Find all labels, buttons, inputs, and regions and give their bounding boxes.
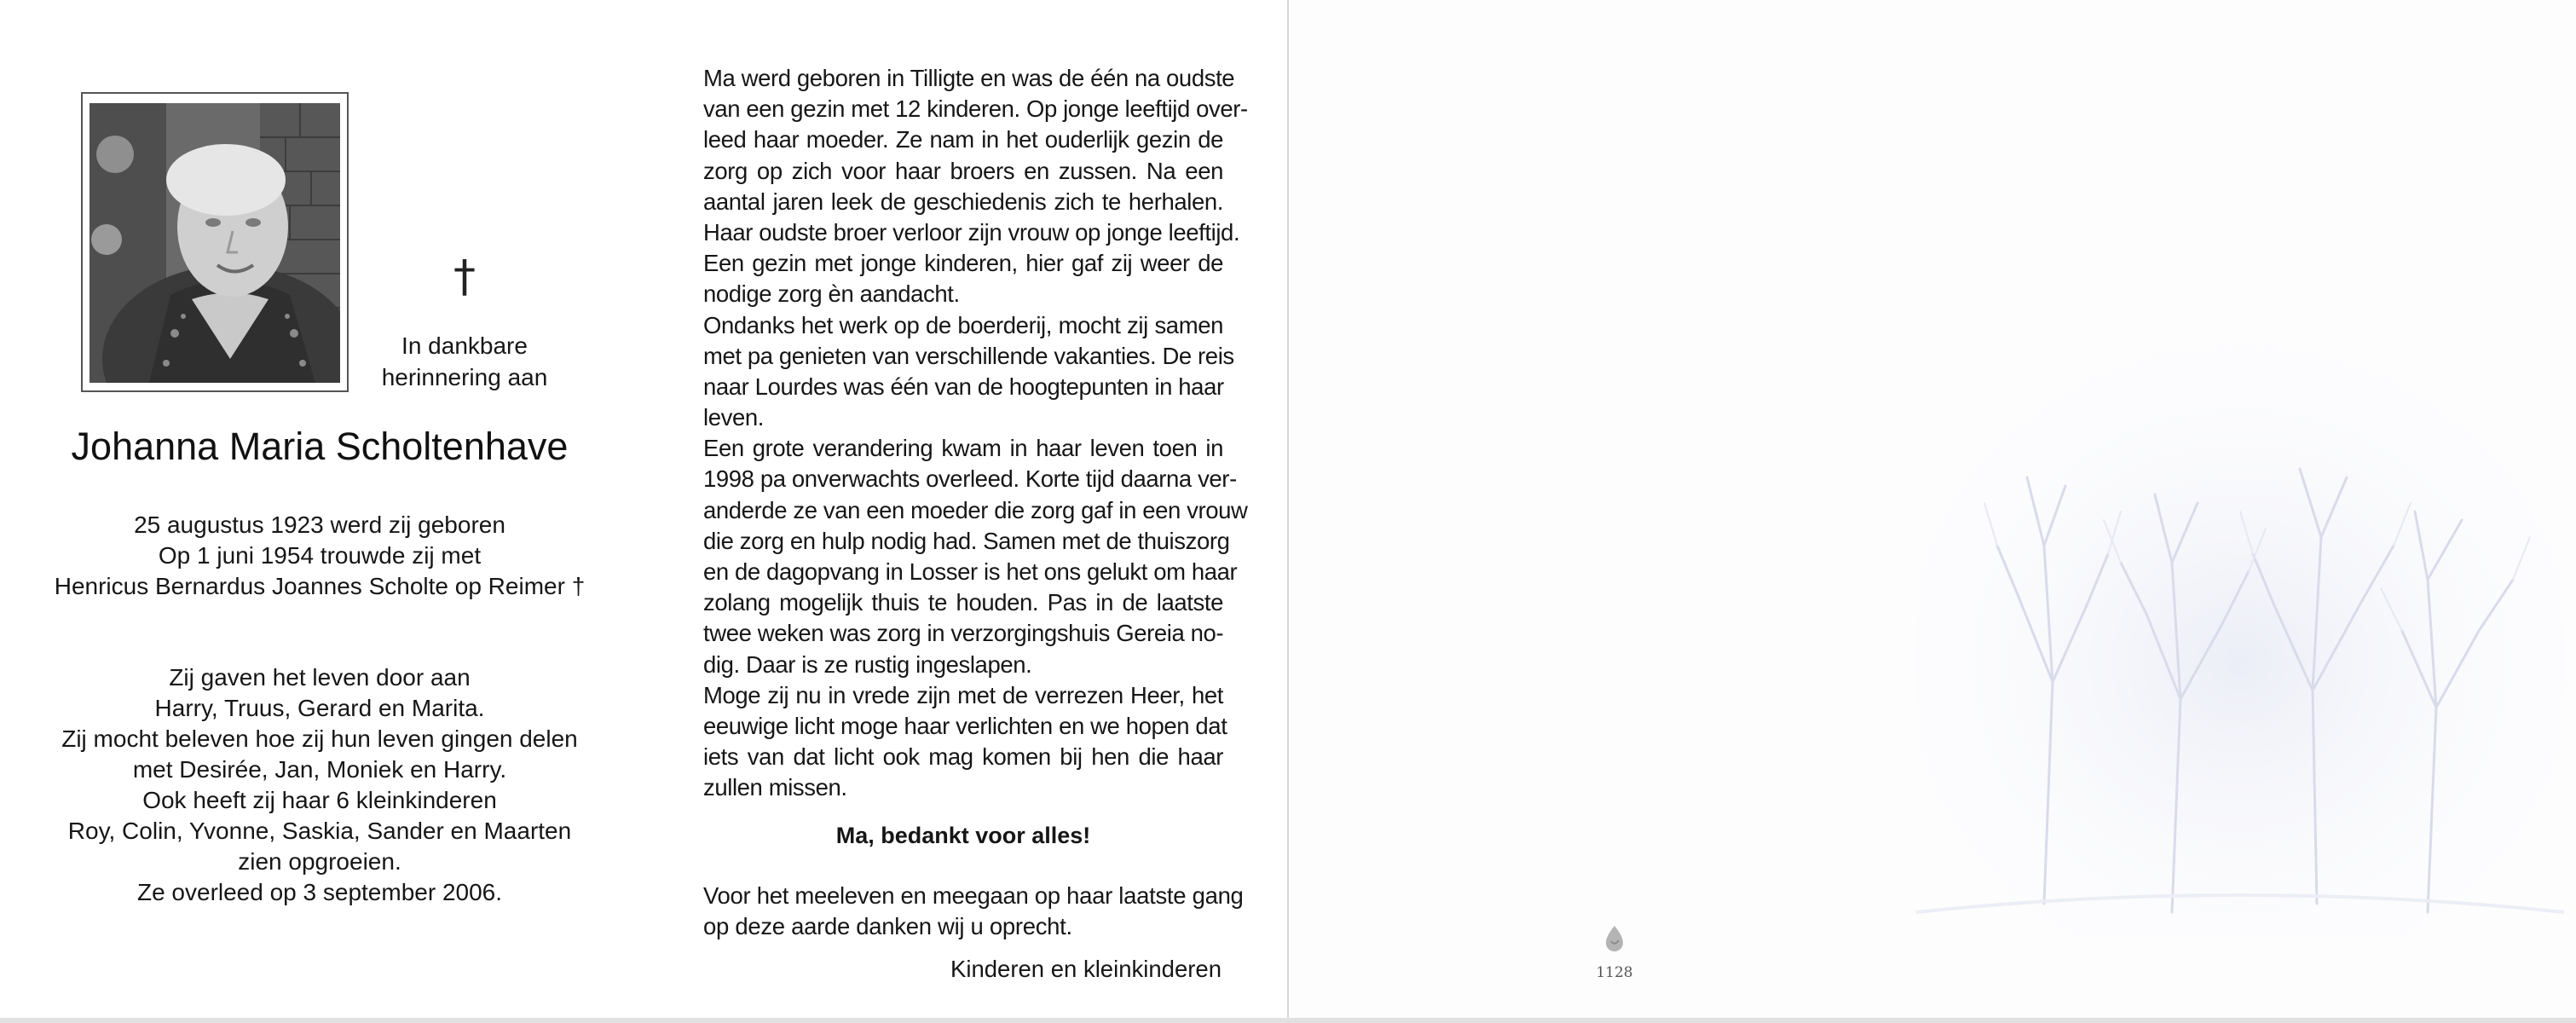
story-line: zorg op zich voor haar broers en zussen. Na een — [703, 157, 1223, 184]
family-text — [34, 662, 605, 908]
right-page — [1289, 0, 2576, 1018]
story-line: 1998 pa onverwachts overleed. Korte tijd daarna ver- — [703, 465, 1237, 493]
winter-trees-icon — [1916, 324, 2564, 938]
portrait-photo — [90, 103, 340, 383]
life-dates-line: Op 1 juni 1954 trouwde zij met — [158, 542, 482, 569]
life-dates-line: 25 augustus 1923 werd zij geboren — [134, 512, 505, 538]
family-line: Ze overleed op 3 september 2006. — [136, 879, 503, 905]
story-line: zolang mogelijk thuis te houden. Pas in de laatste — [703, 589, 1223, 616]
dedication — [375, 330, 554, 393]
life-story — [703, 63, 1248, 804]
story-line: Ma werd geboren in Tilligte en was de één na oudste — [703, 65, 1235, 91]
family-line: Zij gaven het leven door aan — [169, 664, 471, 691]
story-line: Ondanks het werk op de boerderij, mocht zij samen — [703, 311, 1223, 338]
story-line: die zorg en hulp nodig had. Samen met de thuiszorg — [703, 527, 1230, 554]
page-bottom-edge — [0, 1018, 2576, 1023]
family-line: Zij mocht beleven hoe zij hun leven gingen delen — [61, 725, 578, 752]
story-line: twee weken was zorg in verzorgingshuis Gereia no- — [703, 620, 1224, 647]
story-line: Een grote verandering kwam in haar leven toen in — [703, 435, 1223, 462]
dedication-line: In dankbare — [401, 332, 528, 359]
story-line: leed haar moeder. Ze nam in het ouderlijk gezin de — [703, 126, 1223, 153]
story-line: anderde ze van een moeder die zorg gaf in een vrouw — [703, 496, 1248, 523]
story-line: nodige zorg èn aandacht. — [703, 280, 960, 308]
closing-text — [703, 881, 1244, 942]
left-page — [0, 0, 1287, 1018]
story-line: Haar oudste broer verloor zijn vrouw op jonge leeftijd. — [703, 218, 1240, 246]
closing-line: Voor het meeleven en meegaan op haar laatste gang — [703, 882, 1244, 909]
story-line: dig. Daar is ze rustig ingeslapen. — [703, 650, 1032, 678]
family-line: Ook heeft zij haar 6 kleinkinderen — [142, 787, 497, 813]
signoff: Kinderen en kleinkinderen — [950, 956, 1222, 982]
life-dates — [34, 510, 605, 602]
story-line: met pa genieten van verschillende vakanties. De reis — [703, 342, 1234, 369]
family-line: zien opgroeien. — [238, 848, 401, 875]
deceased-name: Johanna Maria Scholtenhave — [71, 425, 569, 468]
cross-symbol: † — [453, 251, 476, 303]
life-dates-line: Henricus Bernardus Joannes Scholte op Reimer † — [54, 573, 586, 599]
story-line: Moge zij nu in vrede zijn met de verrezen Heer, het — [703, 681, 1223, 708]
story-line: van een gezin met 12 kinderen. Op jonge leeftijd over- — [703, 95, 1248, 123]
story-line: leven. — [703, 404, 764, 431]
family-line: met Desirée, Jan, Moniek en Harry. — [132, 756, 507, 783]
story-line: Een gezin met jonge kinderen, hier gaf zij weer de — [703, 250, 1223, 277]
family-line: Harry, Truus, Gerard en Marita. — [154, 695, 485, 721]
story-line: naar Lourdes was één van de hoogtepunten in haar — [703, 373, 1224, 400]
portrait-photo-frame — [81, 92, 349, 392]
page-number: 1128 — [1596, 964, 1633, 981]
story-line: aantal jaren leek de geschiedenis zich te herhalen. — [703, 188, 1223, 215]
dedication-line: herinnering aan — [381, 364, 548, 390]
story-line: zullen missen. — [703, 774, 847, 801]
story-line: iets van dat licht ook mag komen bij hen die haar — [703, 743, 1223, 771]
thanks-heading: Ma, bedankt voor alles! — [835, 823, 1091, 848]
family-line: Roy, Colin, Yvonne, Saskia, Sander en Maarten — [67, 818, 572, 844]
story-line: eeuwige licht moge haar verlichten en we hopen dat — [703, 712, 1227, 739]
closing-line: op deze aarde danken wij u oprecht. — [703, 913, 1072, 940]
story-line: en de dagopvang in Losser is het ons gelukt om haar — [703, 558, 1238, 585]
drop-emblem-icon — [1597, 922, 1632, 957]
